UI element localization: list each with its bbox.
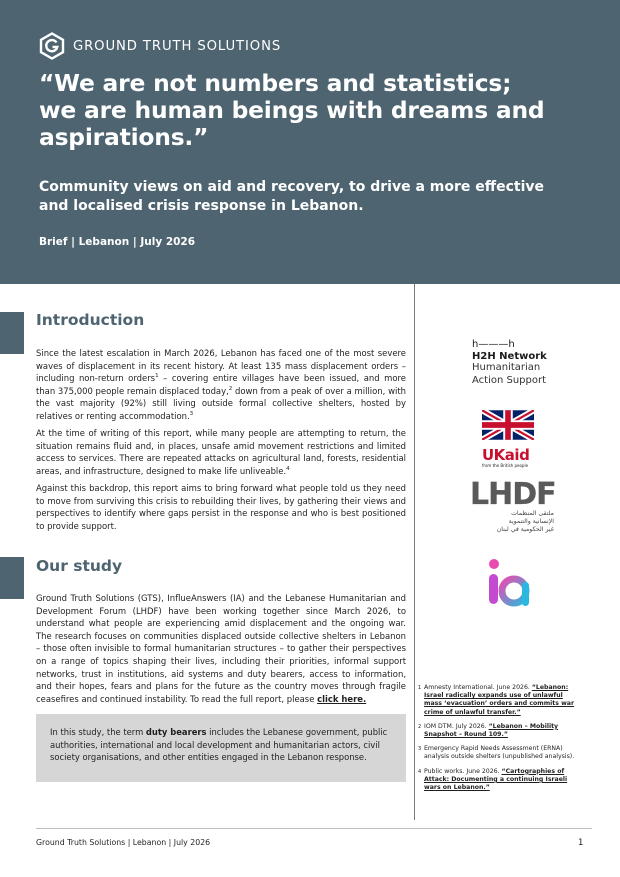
h2h-network-logo: [472, 339, 582, 387]
text-run: Since the latest escalation in March 2026, Lebanon has faced one of the most severe waves of displacement in its recent history. At least 135 mass displacement orders – including non-return orders: [36, 348, 406, 384]
footnote-text: IOM DTM. July 2026.: [424, 722, 489, 730]
footnote-link[interactable]: “Lebanon – Mobility Snapshot – Round 109.”: [424, 722, 559, 739]
intro-paragraph-2: [36, 427, 406, 477]
text-run: – covering entire villages have been issued, and more than 375,000 people remain displaced today,: [36, 373, 406, 396]
subtitle-line: and localised crisis response in Lebanon.: [39, 198, 364, 214]
text-run: In this study, the term: [50, 727, 146, 737]
influeanswers-logo: [484, 556, 530, 616]
section-marker: [0, 312, 24, 354]
footnote-text: Public works. June 2026.: [424, 767, 502, 775]
footer-rule: [36, 828, 592, 829]
footnote-number: 4: [418, 768, 422, 775]
section-marker: [0, 557, 24, 599]
h2h-tagline: Humanitarian: [472, 362, 541, 373]
footer-text: Ground Truth Solutions | Lebanon | July 2026: [36, 838, 211, 847]
footnote-number: 1: [418, 685, 422, 691]
footnote-ref[interactable]: 2: [228, 385, 233, 392]
footnote-link[interactable]: “Cartographies of Attack: Documenting a continuing Israeli wars on Lebanon.”: [424, 767, 568, 792]
lhdf-arabic-name: الإنسانية والتنموية: [508, 518, 554, 525]
column-divider: [414, 284, 415, 820]
report-meta: Brief | Lebanon | July 2026: [39, 236, 196, 248]
footnote-text: Amnesty International. June 2026.: [424, 684, 532, 691]
introduction-heading: Introduction: [36, 311, 145, 329]
cover-quote: [39, 70, 599, 151]
subtitle-line: Community views on aid and recovery, to drive a more effective: [39, 179, 544, 195]
gts-logo: [39, 32, 281, 60]
h2h-name: H2H Network: [472, 351, 547, 362]
quote-line: aspirations.”: [39, 123, 209, 151]
ukaid-logo: [482, 410, 542, 468]
footnote-number: 3: [418, 746, 422, 753]
intro-paragraph-1: [36, 347, 406, 423]
gts-hexagon-icon: [39, 32, 65, 60]
footnote-item: [418, 745, 578, 761]
h2h-tagline: Action Support: [472, 374, 547, 386]
footnote-link[interactable]: “Lebanon: Israel radically expands use of unlawful mass ‘evacuation’ orders and commits war crime of unlawful transfer.”: [424, 684, 575, 716]
lhdf-arabic-name: غير الحكومية في لبنان: [496, 526, 554, 533]
full-report-link[interactable]: click here.: [317, 693, 367, 704]
lhdf-logo: [470, 477, 560, 534]
cover-header: [0, 0, 620, 284]
intro-paragraph-3: Against this backdrop, this report aims to bring forward what people told us they need to move from surviving this crisis to rebuilding their lives, by gathering their views and perspectives to identify where gaps persist in the response and who is best positioned to provide support.: [36, 483, 406, 531]
ia-mark-icon: [484, 556, 530, 612]
ukaid-tagline: from the British people: [482, 463, 529, 468]
ukaid-wordmark: UKaid: [482, 446, 530, 464]
text-run: includes the Lebanese government, public authorities, international and local development and humanitarian actors, civil society organisations, and other entities engaged in the Lebanon response.: [50, 727, 388, 763]
page-number: 1: [578, 838, 584, 848]
text-run: At the time of writing of this report, while many people are attempting to return, the situation remains fluid and, in places, unsafe amid movement restrictions and limited access to services. There are repeated attacks on agricultural land, forests, residential areas, and infrastructure, designed to make life unliveable.: [36, 428, 406, 476]
footnote-text: Emergency Rapid Needs Assessment (ERNA) analysis outside shelters (unpublished analysis).: [424, 745, 575, 761]
lhdf-wordmark: LHDF: [470, 477, 556, 512]
definition-box: [36, 714, 406, 782]
text-run: down from a peak of over a million, with the vast majority (92%) still living outside formal collective shelters, hosted by relatives or renting accommodation.: [36, 385, 406, 421]
footnote-number: 2: [418, 723, 422, 730]
h2h-mark: h———h: [472, 339, 515, 350]
cover-subtitle: [39, 178, 589, 216]
footnote-ref[interactable]: 1: [155, 373, 159, 380]
text-run: Ground Truth Solutions (GTS), InflueAnswers (IA) and the Lebanese Humanitarian and Development Forum (LHDF) have been working together since March 2026, to understand what people are experiencing amid displacement and the ongoing war. The research focuses on communities displaced outside collective shelters in Lebanon – those often invisible to formal humanitarian structures – to gather their perspectives on a range of topics shaping their lives, including their priorities, informal support networks, trust in institutions, aid systems and duty bearers, access to information, and their hopes, fears and plans for the future as the country moves through fragile ceasefires and continued instability. To read the full report, please: [36, 593, 406, 704]
footnote-ref[interactable]: 3: [189, 411, 194, 418]
footnote-ref[interactable]: 4: [286, 465, 290, 472]
footnote-item: [418, 684, 578, 717]
study-paragraph: [36, 592, 406, 705]
footnote-item: [418, 768, 578, 793]
quote-line: “We are not numbers and statistics;: [39, 69, 512, 97]
quote-line: we are human beings with dreams and: [39, 96, 545, 124]
brand-name: GROUND TRUTH SOLUTIONS: [73, 38, 282, 54]
union-jack-icon: [482, 410, 534, 440]
term-duty-bearers: duty bearers: [145, 727, 207, 737]
footnotes: [418, 684, 578, 798]
footnote-item: [418, 723, 578, 739]
study-heading: Our study: [36, 557, 123, 575]
lhdf-arabic-name: ملتقى المنظمات: [511, 510, 554, 517]
